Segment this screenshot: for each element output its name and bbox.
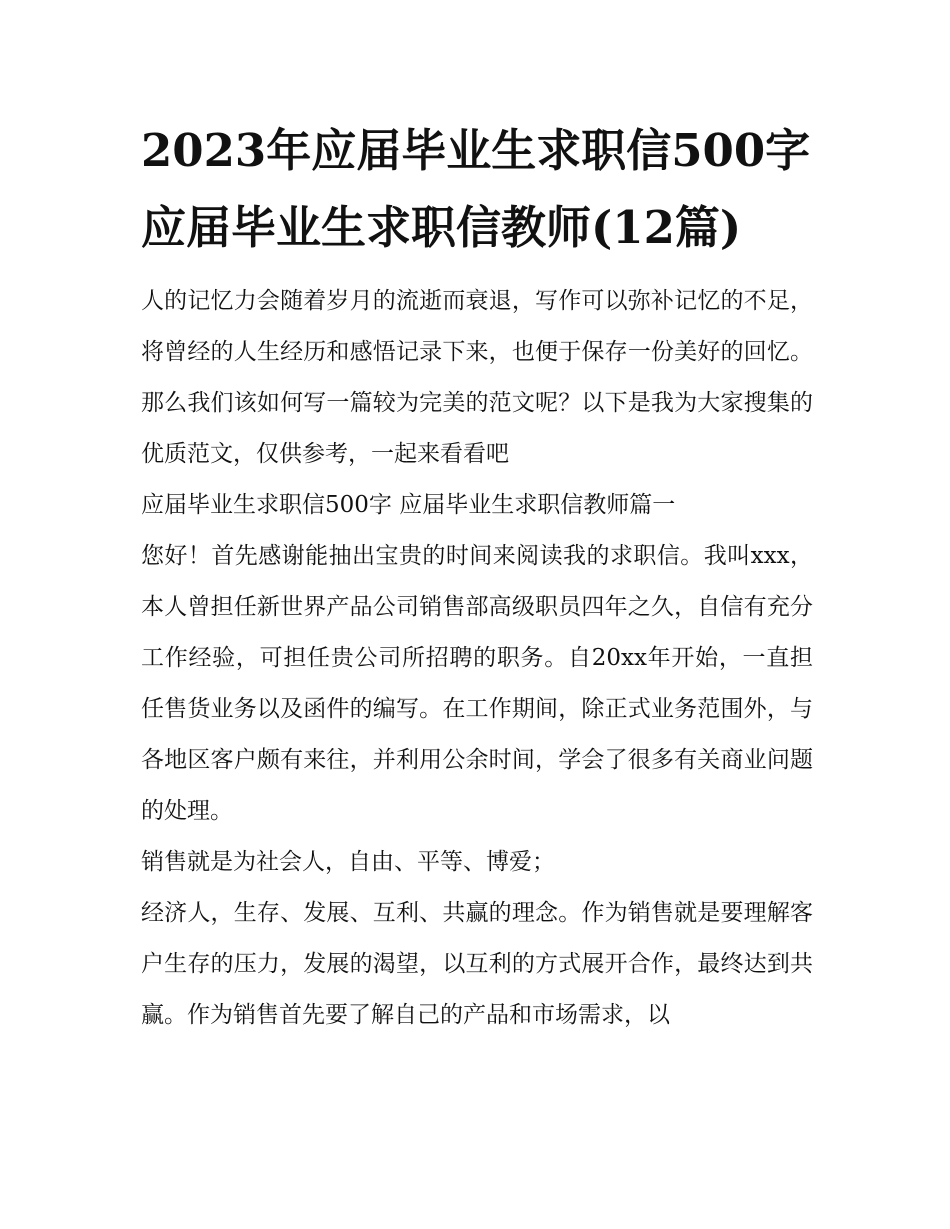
intro-paragraph: 人的记忆力会随着岁月的流逝而衰退，写作可以弥补记忆的不足，将曾经的人生经历和感悟记录下来，也便于保存一份美好的回忆。那么我们该如何写一篇较为完美的范文呢？以下是我为大家搜集的优质范文，仅供参考，一起来看看吧 (141, 288, 813, 467)
section-heading: 应届毕业生求职信500字 应届毕业生求职信教师篇一 (141, 492, 676, 518)
body-paragraph: 您好！首先感谢能抽出宝贵的时间来阅读我的求职信。我叫xxx，本人曾担任新世界产品公司销售部高级职员四年之久，自信有充分工作经验，可担任贵公司所招聘的职务。自20xx年开始，一直担任售货业务以及函件的编写。在工作期间，除正式业务范围外，与各地区客户颇有来往，并利用公余时间，学会了很多有关商业问题的处理。 (141, 543, 813, 824)
document-title: 2023年应届毕业生求职信500字 应届毕业生求职信教师(12篇) (141, 124, 811, 254)
body-paragraph: 经济人，生存、发展、互利、共赢的理念。作为销售就是要理解客户生存的压力，发展的渴望，以互利的方式展开合作，最终达到共赢。作为销售首先要了解自己的产品和市场需求，以 (141, 900, 813, 1028)
body-paragraph: 销售就是为社会人，自由、平等、博爱； (141, 849, 555, 875)
document-body (141, 112, 813, 1041)
